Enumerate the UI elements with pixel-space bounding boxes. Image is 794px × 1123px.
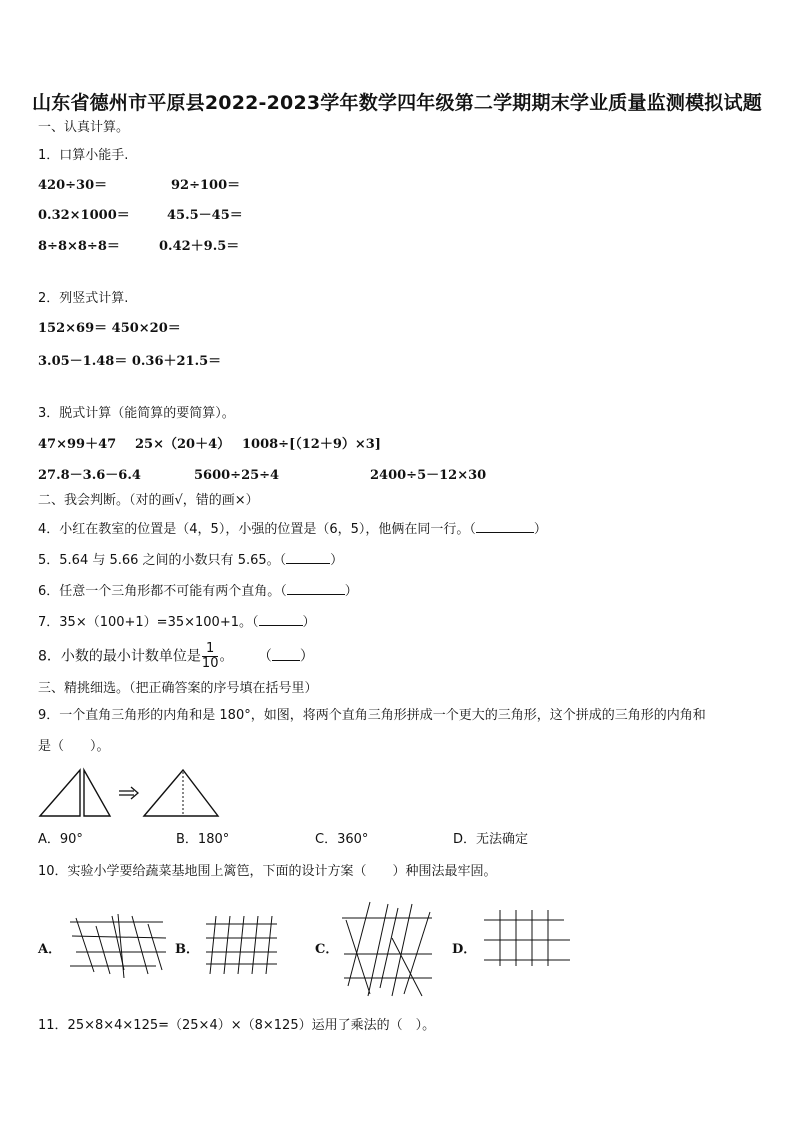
question-9-line-1: 9．一个直角三角形的内角和是 180°，如图，将两个直角三角形拼成一个更大的三角形，这个拼成的三角形的内角和 (38, 708, 706, 723)
step-calc-item: 25×（20＋4） (135, 437, 231, 452)
answer-blank[interactable] (272, 648, 300, 661)
question-5-text: 5．5.64 与 5.66 之间的小数只有 5.65。（ (38, 553, 287, 568)
oral-calc-item: 45.5－45＝ (167, 208, 243, 223)
fence-design-a (68, 908, 168, 978)
oral-calc-item: 420÷30＝ (38, 178, 108, 193)
paren-close: ） (344, 584, 358, 599)
question-1-label: 1．口算小能手. (38, 148, 129, 163)
option-a[interactable]: A．90° (38, 832, 83, 847)
oral-calc-item: 0.32×1000＝ (38, 208, 130, 223)
answer-blank[interactable] (287, 582, 345, 595)
oral-calc-item: 92÷100＝ (171, 178, 241, 193)
question-2-label: 2．列竖式计算. (38, 291, 129, 306)
combined-triangle (144, 770, 218, 816)
section-heading-3: 三、精挑细选。（把正确答案的序号填在括号里） (38, 681, 318, 696)
fence-design-c (340, 898, 436, 998)
question-5 (38, 551, 343, 569)
option-d[interactable]: D． (452, 942, 477, 957)
step-calc-item: 2400÷5－12×30 (370, 468, 487, 483)
answer-blank[interactable] (476, 520, 534, 533)
option-c[interactable]: C．360° (315, 832, 369, 847)
step-calc-item: 47×99＋47 (38, 437, 117, 452)
page-title: 山东省德州市平原县2022-2023学年数学四年级第二学期期末学业质量监测模拟试题 (32, 92, 762, 114)
fraction-one-tenth (202, 642, 219, 671)
step-calc-item: 5600÷25÷4 (194, 468, 280, 483)
vertical-calc-row: 3.05－1.48＝ 0.36＋21.5＝ (38, 354, 222, 369)
arrow-icon (119, 787, 138, 799)
fence-design-d (480, 908, 572, 968)
question-8 (38, 642, 314, 671)
option-c[interactable]: C． (315, 942, 339, 957)
option-b[interactable]: B． (175, 942, 199, 957)
oral-calc-item: 0.42＋9.5＝ (159, 239, 240, 254)
question-10-text: 10．实验小学要给蔬菜基地围上篱笆，下面的设计方案（ ）种围法最牢固。 (38, 864, 497, 879)
paren-close: ） (330, 553, 344, 568)
answer-blank[interactable] (259, 613, 303, 626)
question-4-text: 4．小红在教室的位置是（4，5），小强的位置是（6，5），他俩在同一行。（ (38, 522, 476, 537)
question-7 (38, 613, 316, 631)
right-triangle-right (84, 770, 110, 816)
triangles-figure (38, 766, 223, 820)
step-calc-item: 27.8－3.6－6.4 (38, 468, 141, 483)
vertical-calc-row: 152×69＝ 450×20＝ (38, 321, 181, 336)
paren-close: ） (533, 522, 547, 537)
question-4 (38, 520, 547, 538)
option-b[interactable]: B．180° (176, 832, 230, 847)
fraction-numerator: 1 (202, 642, 219, 657)
paren-close: ） (302, 615, 316, 630)
answer-blank[interactable] (286, 551, 330, 564)
question-11-text: 11．25×8×4×125=（25×4）×（8×125）运用了乘法的（ ）。 (38, 1018, 436, 1033)
oral-calc-item: 8÷8×8÷8＝ (38, 239, 120, 254)
right-triangle-left (40, 770, 80, 816)
question-6-text: 6．任意一个三角形都不可能有两个直角。（ (38, 584, 287, 599)
question-8-text: 8．小数的最小计数单位是 (38, 648, 201, 665)
paren-open: （ (257, 648, 272, 665)
paren-close: ） (299, 648, 314, 665)
fence-design-b (204, 912, 279, 978)
question-7-text: 7．35×（100+1）=35×100+1。（ (38, 615, 259, 630)
period: 。 (219, 648, 234, 665)
question-6 (38, 582, 358, 600)
step-calc-item: 1008÷[（12＋9）×3] (242, 437, 381, 452)
section-heading-2: 二、我会判断。（对的画√，错的画×） (38, 493, 259, 508)
option-a[interactable]: A． (38, 942, 62, 957)
question-3-label: 3．脱式计算（能简算的要简算）。 (38, 406, 235, 421)
option-d[interactable]: D．无法确定 (453, 832, 529, 847)
question-9-line-2: 是（ ）。 (38, 739, 110, 754)
fraction-denominator: 10 (201, 656, 219, 671)
section-heading-1: 一、认真计算。 (38, 120, 130, 135)
